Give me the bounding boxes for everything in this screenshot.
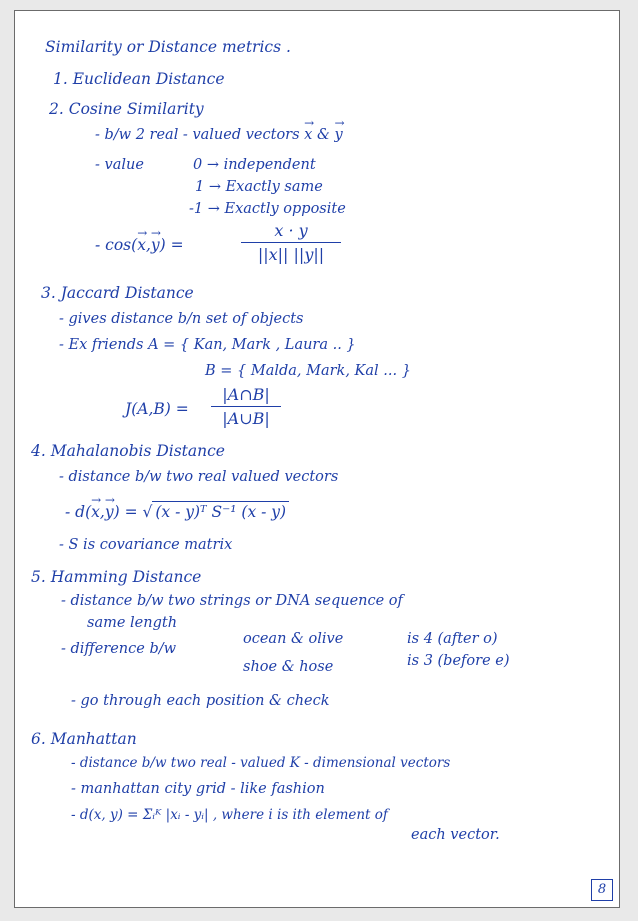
notebook-page	[14, 10, 620, 908]
s6-city-grid: - manhattan city grid - like fashion	[71, 781, 325, 797]
cos-close: ) =	[159, 236, 184, 254]
s5-distance-1: - distance b/w two strings or DNA sequence of	[61, 593, 403, 609]
section-2-title: 2. Cosine Similarity	[49, 100, 204, 118]
mahal-equals-sqrt: ) = √	[113, 503, 153, 521]
cos-vec-x: → x	[137, 235, 146, 255]
jaccard-lhs: J(A,B) =	[125, 400, 189, 418]
mahal-radicand: (x - y)ᵀ S⁻¹ (x - y)	[152, 501, 289, 522]
s3-example-a: - Ex friends A = { Kan, Mark , Laura .. }	[59, 337, 356, 353]
s2-amp: &	[316, 127, 330, 143]
cos-open: - cos(	[95, 236, 138, 254]
s2-bw-line	[95, 125, 343, 145]
cosine-fraction	[241, 221, 341, 264]
jaccard-denominator: |A∪B|	[222, 409, 270, 428]
cos-vec-y: → y	[151, 235, 160, 255]
cosine-denominator: ||x|| ||y||	[257, 245, 325, 264]
s5-example-2-words: shoe & hose	[243, 659, 334, 675]
jaccard-fraction	[211, 385, 281, 428]
s2-value-minus1: -1 → Exactly opposite	[189, 201, 346, 217]
section-5-title: 5. Hamming Distance	[31, 568, 202, 586]
jaccard-fraction-bar	[211, 406, 281, 407]
s2-value-0: 0 → independent	[193, 157, 316, 173]
s5-distance-2: same length	[87, 615, 178, 631]
s5-example-1-words: ocean & olive	[243, 631, 344, 647]
s6-distance: - distance b/w two real - valued K - dimensional vectors	[71, 755, 451, 771]
mahal-vec-y: → y	[105, 502, 114, 522]
section-1-title: 1. Euclidean Distance	[53, 70, 225, 88]
s3-gives: - gives distance b/n set of objects	[59, 311, 304, 327]
s5-go-through: - go through each position & check	[71, 693, 330, 709]
page-number: 8	[591, 879, 613, 901]
section-3-title: 3. Jaccard Distance	[41, 284, 194, 302]
cosine-numerator: x · y	[274, 221, 308, 240]
s5-example-1-result: is 4 (after o)	[407, 631, 498, 647]
s6-formula: - d(x, y) = Σᵢᴷ |xᵢ - yᵢ| , where i is ith element of	[71, 807, 388, 823]
s2-value-1: 1 → Exactly same	[195, 179, 323, 195]
jaccard-numerator: |A∩B|	[222, 385, 270, 404]
mahal-comma: ,	[99, 503, 105, 521]
s2-bw-text: - b/w 2 real - valued vectors	[95, 127, 300, 143]
s3-example-b: B = { Malda, Mark, Kal ... }	[205, 363, 411, 379]
page-heading: Similarity or Distance metrics .	[45, 38, 291, 56]
s6-formula-cont: each vector.	[411, 827, 500, 843]
vector-x: → x	[304, 125, 312, 145]
cos-comma: ,	[145, 236, 151, 254]
vector-y: → y	[335, 125, 343, 145]
mahalanobis-formula	[65, 501, 289, 522]
s4-distance: - distance b/w two real valued vectors	[59, 469, 339, 485]
cosine-fraction-bar	[241, 242, 341, 243]
section-4-title: 4. Mahalanobis Distance	[31, 442, 225, 460]
section-6-title: 6. Manhattan	[31, 730, 137, 748]
s2-value-label: - value	[95, 157, 144, 173]
cosine-formula-lhs	[95, 235, 184, 255]
s5-difference-label: - difference b/w	[61, 641, 177, 657]
mahal-open: - d(	[65, 503, 92, 521]
s4-covariance: - S is covariance matrix	[59, 537, 233, 553]
mahal-vec-x: → x	[91, 502, 100, 522]
s5-example-2-result: is 3 (before e)	[407, 653, 510, 669]
